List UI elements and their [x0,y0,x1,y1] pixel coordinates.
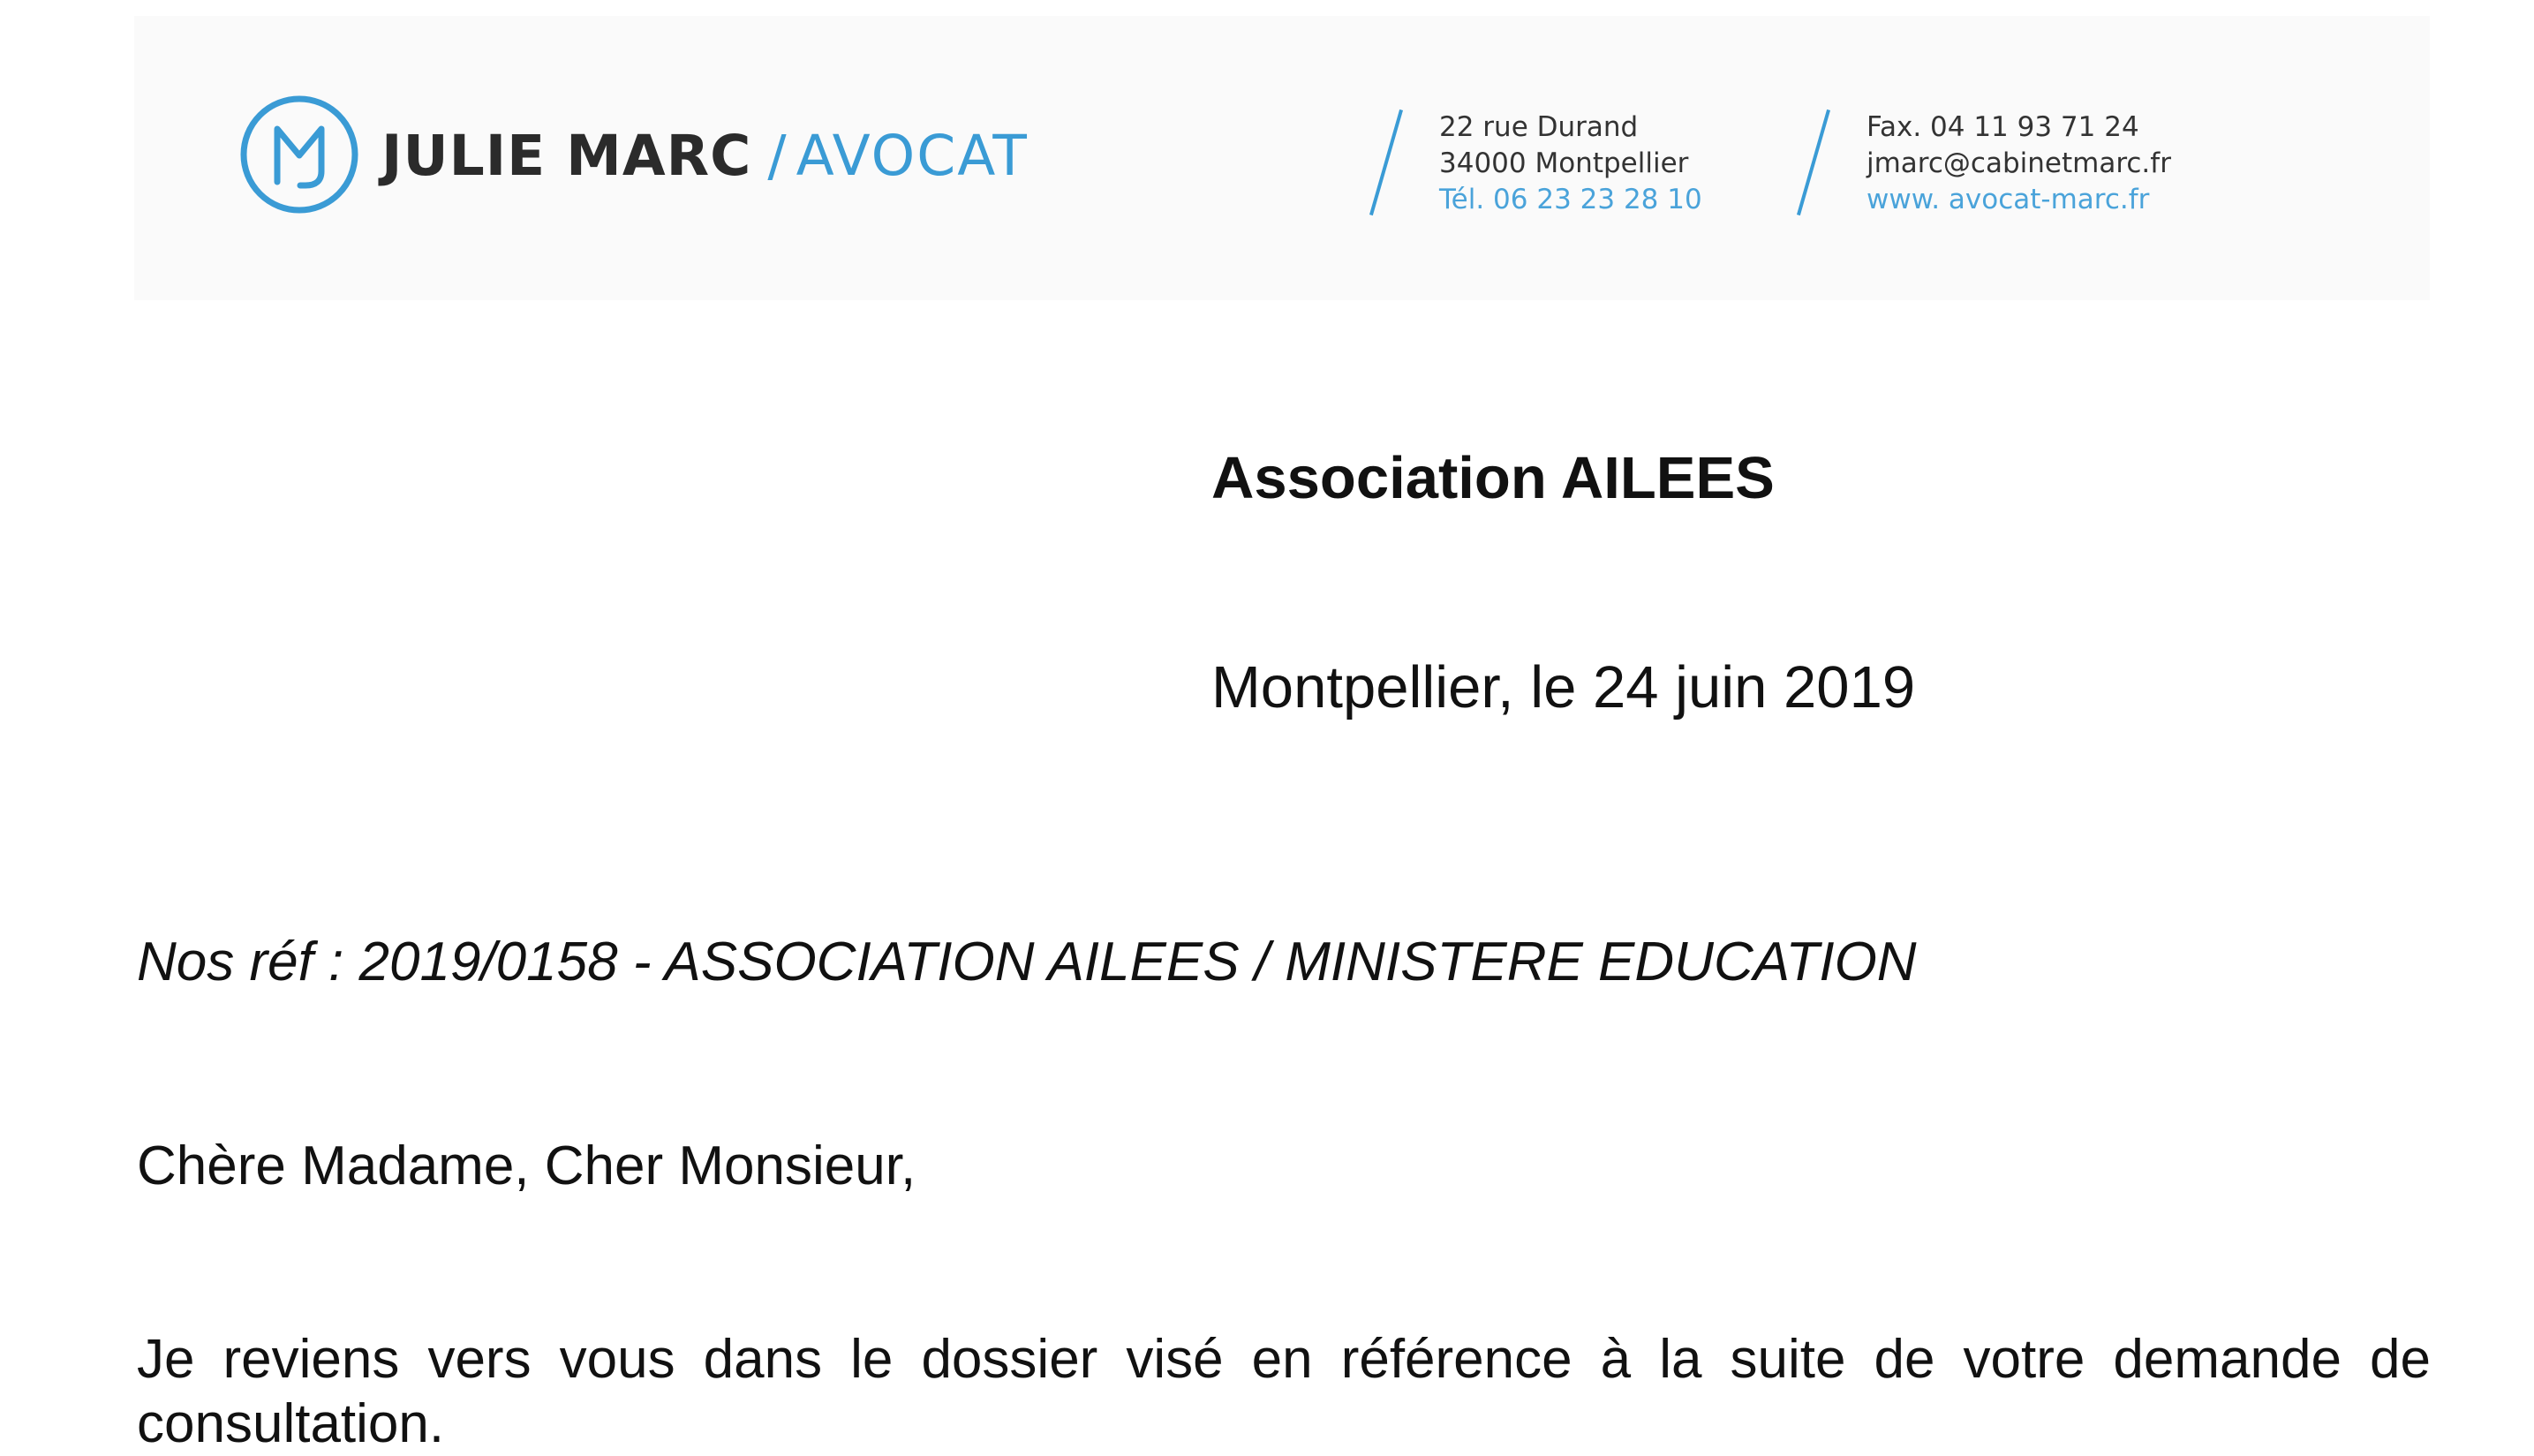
brand-separator: / [767,124,788,188]
julie-marc-logo-icon [238,94,360,215]
phone-number: Tél. 06 23 23 28 10 [1439,184,1702,215]
address-street: 22 rue Durand [1439,111,1639,143]
brand-name: JULIE MARC [381,124,752,188]
body-paragraph: Je reviens vers vous dans le dossier visé en référence à la suite de votre demande de consultation. [137,1329,2431,1454]
reference-line: Nos réf : 2019/0158 - ASSOCIATION AILEES / MINISTERE EDUCATION [137,932,1917,992]
recipient-name: Association AILEES [1211,445,1775,511]
contact-block [1867,109,2171,218]
brand-title: AVOCAT [796,124,1029,188]
address-block [1439,109,1702,218]
fax-number: Fax. 04 11 93 71 24 [1867,111,2139,143]
brand-wordmark [381,121,1029,192]
salutation: Chère Madame, Cher Monsieur, [137,1135,916,1196]
date-line: Montpellier, le 24 juin 2019 [1211,654,1916,720]
address-city: 34000 Montpellier [1439,147,1689,179]
email-address[interactable]: jmarc@cabinetmarc.fr [1867,147,2171,179]
website-link[interactable]: www. avocat-marc.fr [1867,184,2150,215]
